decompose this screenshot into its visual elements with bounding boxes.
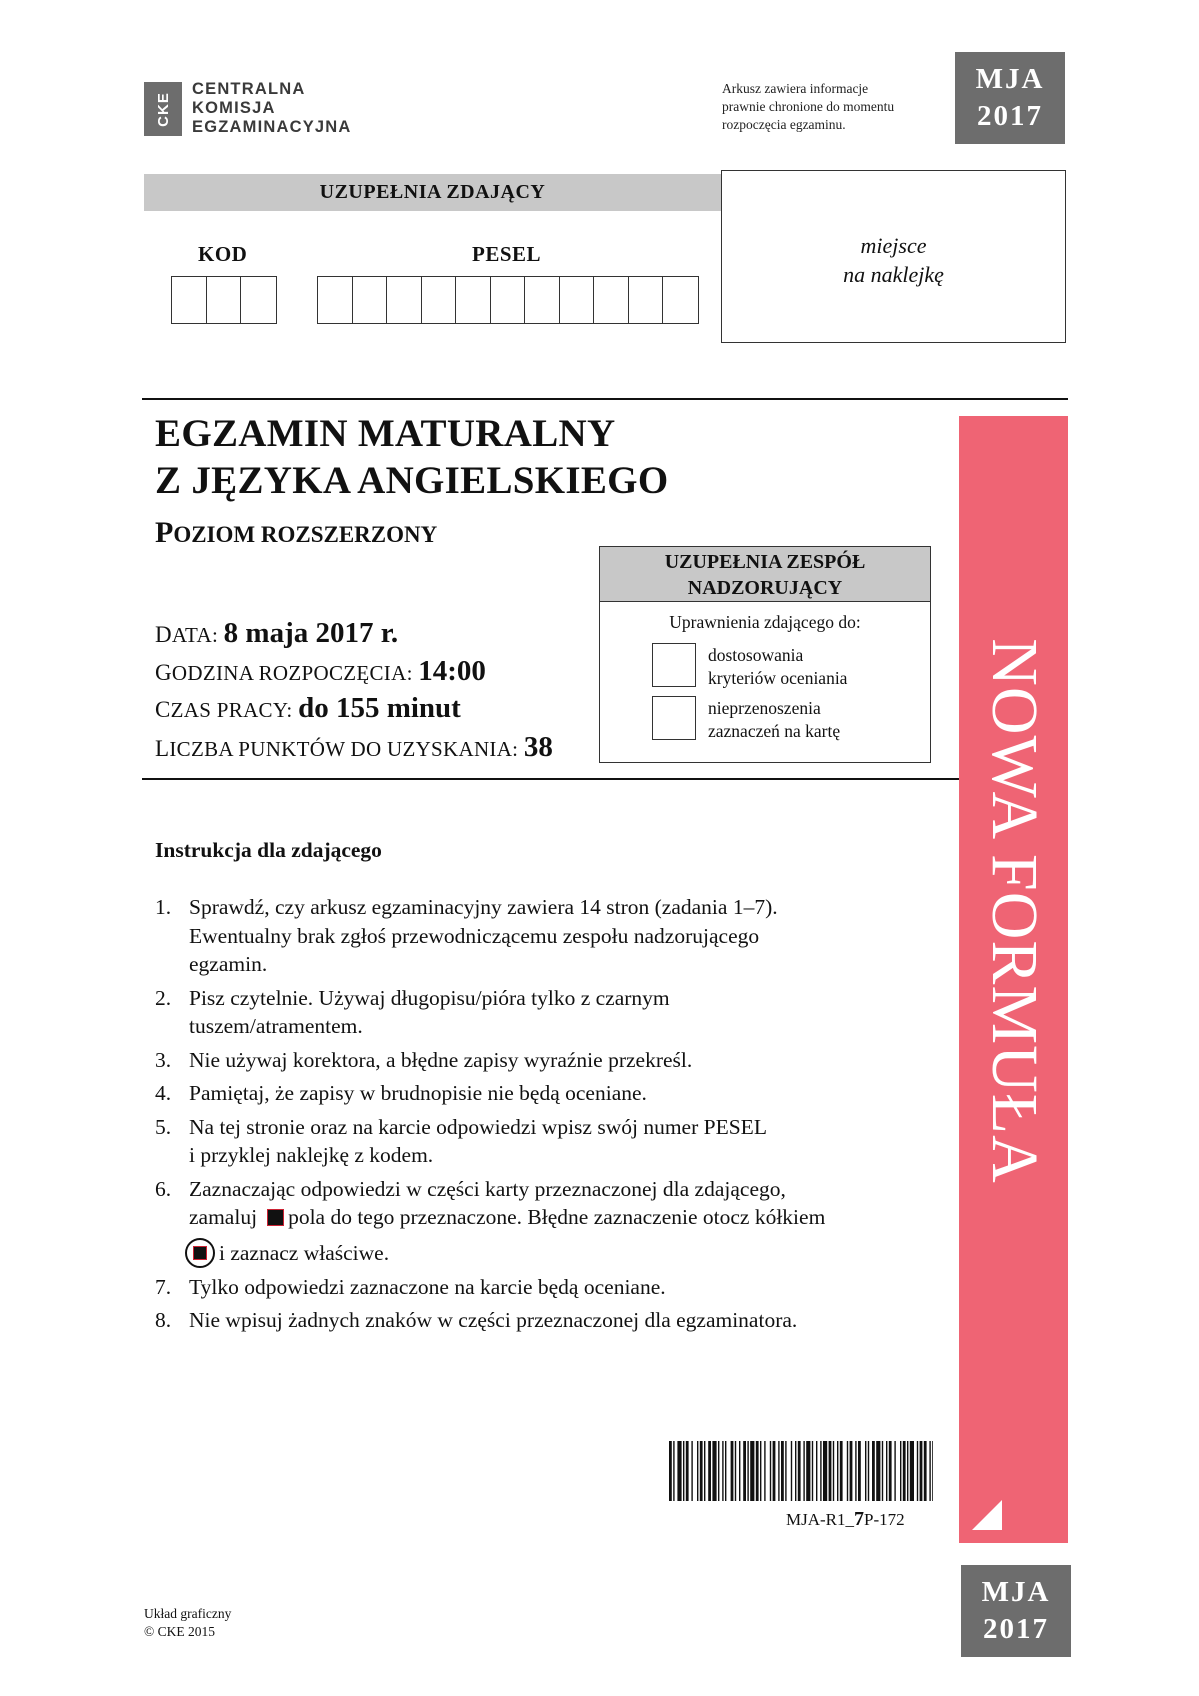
list-item: 3. Nie używaj korektora, a błędne zapisy wyraźnie przekreśl. bbox=[155, 1047, 693, 1072]
sticker-area: miejsce na naklejkę bbox=[721, 170, 1066, 343]
exam-points: LICZBA PUNKTÓW DO UZYSKANIA: 38 bbox=[155, 731, 553, 763]
logo-line: CENTRALNA bbox=[192, 80, 306, 98]
circled-square-icon bbox=[185, 1238, 215, 1268]
cke-logo-text bbox=[192, 80, 352, 137]
pesel-cell[interactable] bbox=[594, 277, 629, 323]
exam-level: POZIOM ROZSZERZONY bbox=[155, 516, 438, 549]
exam-code-bottom: MJA 2017 bbox=[961, 1565, 1071, 1657]
list-item: 7. Tylko odpowiedzi zaznaczone na karcie będą oceniane. bbox=[155, 1274, 666, 1299]
divider bbox=[142, 778, 959, 780]
list-item: 2. Pisz czytelnie. Używaj długopisu/pióra tylko z czarnym tuszem/atramentem. bbox=[155, 985, 670, 1038]
exam-start-time: GODZINA ROZPOCZĘCIA: 14:00 bbox=[155, 655, 486, 687]
pesel-cell[interactable] bbox=[318, 277, 353, 323]
filled-square-icon bbox=[267, 1209, 284, 1226]
exam-duration: CZAS PRACY: do 155 minut bbox=[155, 692, 461, 724]
no-transfer-option: nieprzenoszenia zaznaczeń na kartę bbox=[652, 696, 840, 743]
instructions-list bbox=[155, 893, 935, 1340]
kod-label: KOD bbox=[198, 242, 248, 266]
pesel-label: PESEL bbox=[472, 242, 542, 266]
pesel-cell[interactable] bbox=[456, 277, 491, 323]
kod-field[interactable] bbox=[171, 276, 277, 324]
logo-line: KOMISJA bbox=[192, 99, 276, 117]
exam-code-top: MJA 2017 bbox=[955, 52, 1065, 144]
logo-line: EGZAMINACYJNA bbox=[192, 118, 352, 136]
list-item: 5. Na tej stronie oraz na karcie odpowiedzi wpisz swój numer PESEL i przyklej naklejkę z kodem. bbox=[155, 1114, 767, 1167]
list-item: 4. Pamiętaj, że zapisy w brudnopisie nie będą oceniane. bbox=[155, 1081, 647, 1105]
barcode-icon bbox=[669, 1441, 933, 1501]
no-transfer-checkbox[interactable] bbox=[652, 696, 696, 740]
cke-logo-mark: CKE bbox=[144, 82, 182, 136]
pesel-cell[interactable] bbox=[560, 277, 595, 323]
list-item: 1. Sprawdź, czy arkusz egzaminacyjny zawiera 14 stron (zadania 1–7). Ewentualny brak zgłoś przewodniczącemu zespołu nadzorującego egzamin. bbox=[155, 895, 778, 976]
adjusted-criteria-option: dostosowania kryteriów oceniania bbox=[652, 643, 847, 690]
band-corner-triangle bbox=[972, 1500, 1002, 1530]
footer-credit: Układ graficzny © CKE 2015 bbox=[144, 1606, 232, 1639]
pesel-cell[interactable] bbox=[387, 277, 422, 323]
barcode-label: MJA-R1_7P-172 bbox=[786, 1508, 905, 1530]
kod-cell[interactable] bbox=[207, 277, 242, 323]
pesel-cell[interactable] bbox=[491, 277, 526, 323]
list-item: 8. Nie wpisuj żadnych znaków w części przeznaczonej dla egzaminatora. bbox=[155, 1308, 798, 1332]
exam-date: DATA: 8 maja 2017 r. bbox=[155, 617, 399, 649]
confidential-notice: Arkusz zawiera informacje prawnie chronione do momentu rozpoczęcia egzaminu. bbox=[722, 81, 895, 132]
supervisor-header: UZUPEŁNIA ZESPÓŁ NADZORUJĄCY bbox=[600, 547, 930, 602]
pesel-cell[interactable] bbox=[353, 277, 388, 323]
supervisor-subtitle: Uprawnienia zdającego do: bbox=[669, 612, 861, 632]
pesel-cell[interactable] bbox=[629, 277, 664, 323]
new-formula-label: NOWA FORMUŁA bbox=[977, 638, 1051, 1184]
list-item: 6. Zaznaczając odpowiedzi w części karty przeznaczonej dla zdającego, zamaluj pola do tego przeznaczone. Błędne zaznaczenie otocz kółkiem i zaznacz właściwe. bbox=[155, 1175, 935, 1268]
divider bbox=[142, 398, 1068, 400]
instructions-title: Instrukcja dla zdającego bbox=[155, 838, 382, 862]
pesel-cell[interactable] bbox=[422, 277, 457, 323]
pesel-cell[interactable] bbox=[525, 277, 560, 323]
kod-cell[interactable] bbox=[241, 277, 276, 323]
pesel-field[interactable] bbox=[317, 276, 699, 324]
adjusted-criteria-checkbox[interactable] bbox=[652, 643, 696, 687]
supervisor-box bbox=[599, 546, 931, 763]
candidate-fill-header: UZUPEŁNIA ZDAJĄCY bbox=[144, 174, 721, 211]
pesel-cell[interactable] bbox=[663, 277, 698, 323]
exam-title: EGZAMIN MATURALNY Z JĘZYKA ANGIELSKIEGO bbox=[155, 412, 669, 502]
kod-cell[interactable] bbox=[172, 277, 207, 323]
